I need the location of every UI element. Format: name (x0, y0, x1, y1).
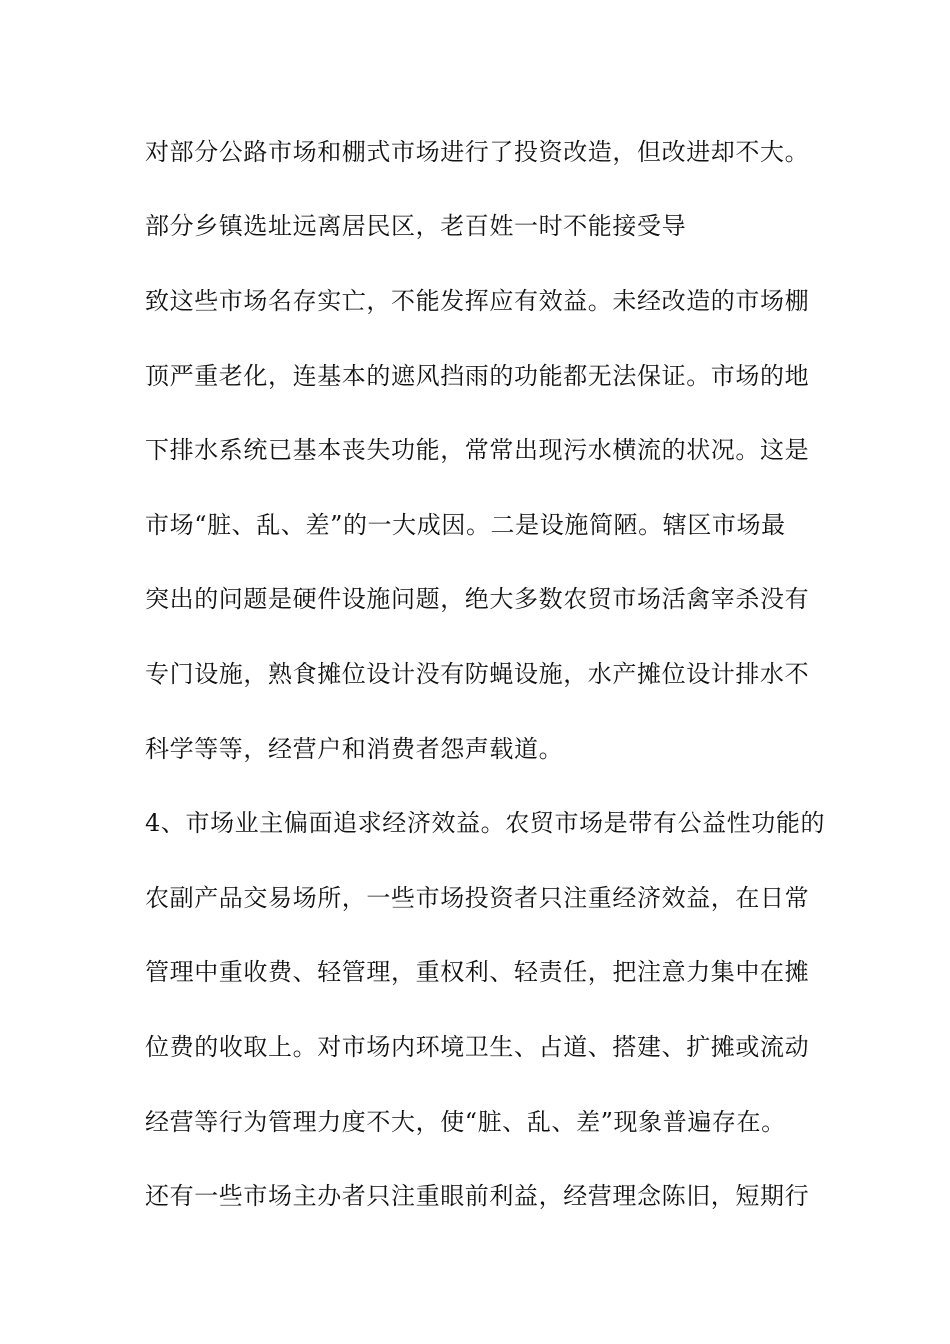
text-line: 下排水系统已基本丧失功能，常常出现污水横流的状况。这是 (145, 436, 810, 464)
text-line: 农副产品交易场所，一些市场投资者只注重经济效益，在日常 (145, 884, 810, 912)
text-line: 突出的问题是硬件设施问题，绝大多数农贸市场活禽宰杀没有 (145, 585, 810, 613)
text-line: 管理中重收费、轻管理，重权利、轻责任，把注意力集中在摊 (145, 958, 810, 986)
text-line: 4、市场业主偏面追求经济效益。农贸市场是带有公益性功能的 (145, 809, 826, 837)
text-line: 科学等等，经营户和消费者怨声载道。 (145, 735, 564, 763)
text-line: 还有一些市场主办者只注重眼前利益，经营理念陈旧，短期行 (145, 1182, 810, 1210)
text-line: 对部分公路市场和棚式市场进行了投资改造，但改进却不大。 (145, 138, 810, 166)
text-line: 部分乡镇选址远离居民区，老百姓一时不能接受导 (145, 212, 687, 240)
text-line: 致这些市场名存实亡，不能发挥应有效益。未经改造的市场棚 (145, 287, 810, 315)
text-line: 顶严重老化，连基本的遮风挡雨的功能都无法保证。市场的地 (145, 362, 810, 390)
text-line: 市场“脏、乱、差”的一大成因。二是设施简陋。辖区市场最 (145, 511, 786, 539)
text-line: 位费的收取上。对市场内环境卫生、占道、搭建、扩摊或流动 (145, 1033, 810, 1061)
text-line: 专门设施，熟食摊位设计没有防蝇设施，水产摊位设计排水不 (145, 660, 810, 688)
text-line: 经营等行为管理力度不大，使“脏、乱、差”现象普遍存在。 (145, 1108, 786, 1136)
